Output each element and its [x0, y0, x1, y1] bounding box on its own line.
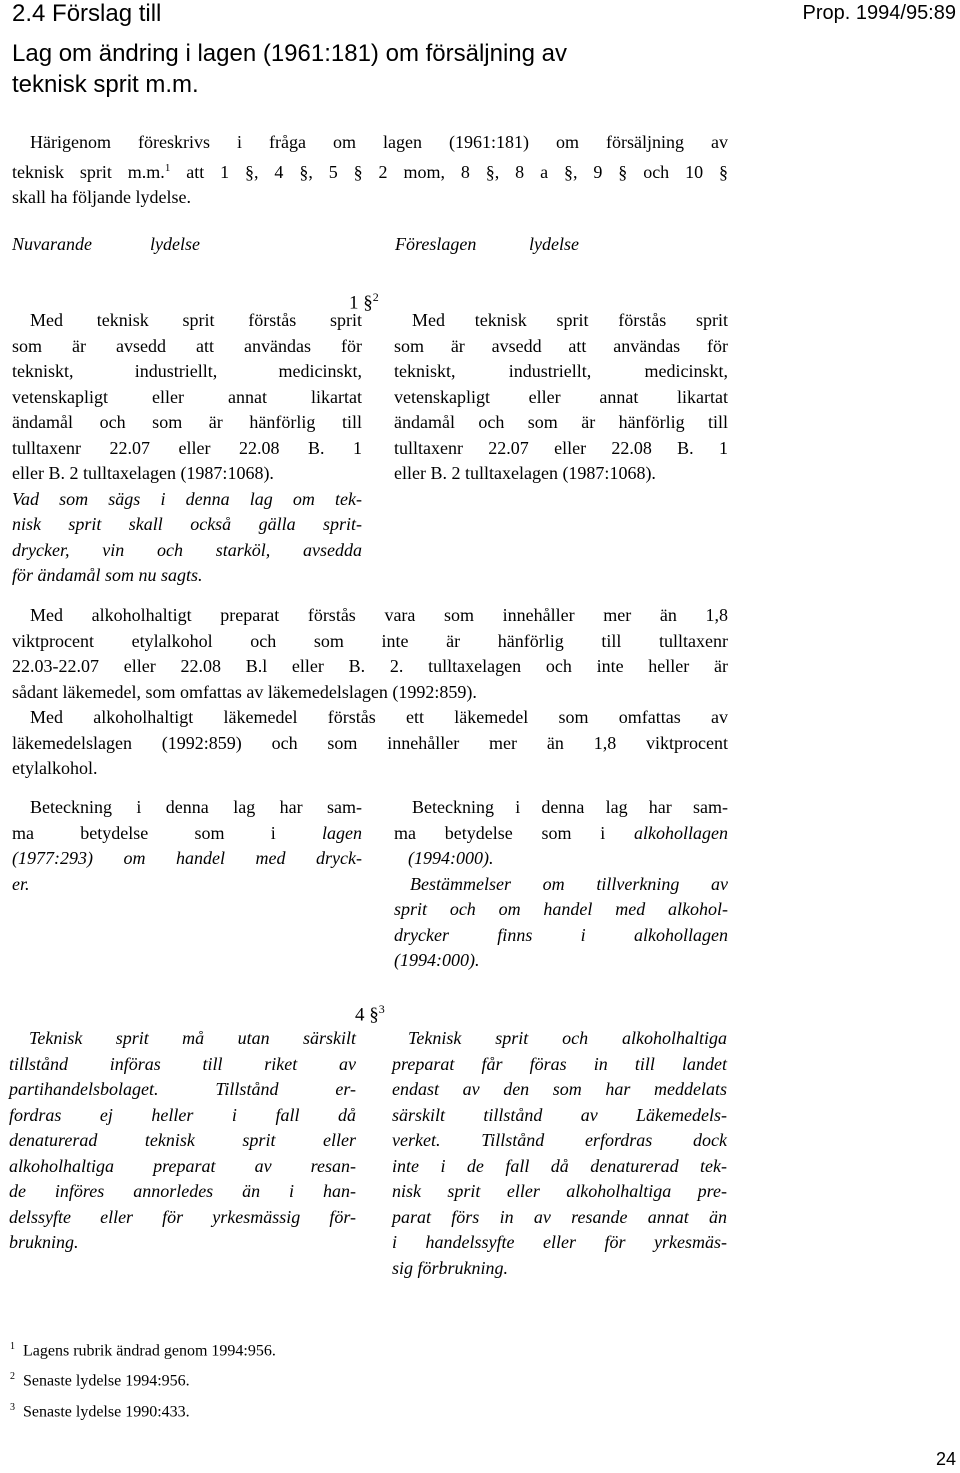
text-line-italic: er.	[12, 873, 30, 894]
text-line-italic: denaturerad teknisk sprit eller	[9, 1130, 356, 1150]
text-line: ma betydelse som i lagen	[12, 822, 362, 843]
text-line: viktprocent etylalkohol och som inte är hänförlig till tulltaxenr	[12, 630, 728, 651]
sec1-current-text	[12, 308, 362, 589]
text-line: läkemedelslagen (1992:859) och som innehåller mer än 1,8 viktprocent	[12, 732, 728, 753]
text-line-italic: preparat får föras in till landet	[392, 1053, 727, 1074]
text-line-italic: drycker finns i alkohollagen	[394, 924, 728, 945]
text-line: vetenskapligt eller annat likartat	[12, 386, 362, 407]
text-line-italic: Teknisk sprit må utan särskilt	[29, 1028, 356, 1048]
text-line-italic: sig förbrukning.	[392, 1257, 509, 1278]
text-line-italic: i handelssyfte eller för yrkesmäs-	[392, 1232, 727, 1252]
section-heading: 2.4 Förslag till	[12, 0, 162, 27]
footnote-ref: 1	[164, 161, 171, 174]
text-line: tulltaxenr 22.07 eller 22.08 B. 1	[12, 437, 362, 458]
text-line: tekniskt, industriellt, medicinskt,	[394, 361, 728, 381]
text-line-italic: Vad som sägs i denna lag om tek-	[12, 488, 362, 509]
text-line: som är avsedd att användas för	[12, 335, 362, 356]
definition-proposed-text	[394, 795, 728, 974]
intro-line-3: skall ha följande lydelse.	[12, 187, 191, 207]
text-line: vetenskapligt eller annat likartat	[394, 386, 728, 407]
text-line-italic: Teknisk sprit och alkoholhaltiga	[408, 1028, 727, 1048]
text-line: Med teknisk sprit förstås sprit	[412, 310, 728, 330]
text-line-italic: nisk sprit eller alkoholhaltiga pre-	[392, 1181, 727, 1201]
footnote-number: 3	[10, 1401, 15, 1413]
footnote-text: Lagens rubrik ändrad genom 1994:956.	[23, 1342, 276, 1360]
definition-current-text	[12, 795, 362, 897]
sec1-proposed-text	[394, 308, 728, 487]
text-line-italic: för ändamål som nu sagts.	[12, 565, 203, 585]
text-line: ändamål och som är hänförlig till	[394, 412, 728, 432]
column-header-current: Nuvarande lydelse	[12, 234, 200, 254]
page-number: 24	[935, 1449, 956, 1469]
intro-text: att 1 §, 4 §, 5 § 2 mom, 8 §, 8 a §, 9 § och 10 §	[186, 161, 728, 182]
section-marker-1: 1 §$^2$	[349, 290, 379, 314]
text-line: Med alkoholhaltigt läkemedel förstås ett läkemedel som omfattas av	[30, 707, 728, 727]
text-line-italic: inte i de fall då denaturerad tek-	[392, 1155, 727, 1176]
law-title-line-1: Lag om ändring i lagen (1961:181) om försäljning av	[12, 40, 568, 67]
text-line: eller B. 2 tulltaxelagen (1987:1068).	[394, 463, 656, 483]
text-line-italic: fordras ej heller i fall då	[9, 1104, 356, 1125]
intro-paragraph	[12, 130, 728, 211]
footnote-ref: 3	[378, 1002, 385, 1016]
footnote-ref: 2	[372, 290, 379, 304]
text-line-italic: (1994:000).	[394, 950, 480, 970]
sec4-current-text	[9, 1026, 356, 1256]
text-line-italic: delssyfte eller för yrkesmässig för-	[9, 1206, 356, 1227]
text-line: 22.03-22.07 eller 22.08 B.l eller B. 2. tulltaxelagen och inte heller är	[12, 656, 728, 676]
common-paragraphs	[12, 603, 728, 782]
footnote	[10, 1364, 276, 1394]
text-line: Beteckning i denna lag har sam-	[412, 797, 728, 817]
text-line: ändamål och som är hänförlig till	[12, 412, 362, 432]
sec4-proposed-text	[392, 1026, 727, 1281]
text-line: tulltaxenr 22.07 eller 22.08 B. 1	[394, 437, 728, 458]
text-line: Beteckning i denna lag har sam-	[30, 797, 362, 817]
text-line-italic: partihandelsbolaget. Tillstånd er-	[9, 1079, 356, 1099]
text-line-italic: (1994:000).	[408, 848, 494, 868]
text-line-italic: drycker, vin och starköl, avsedda	[12, 539, 362, 560]
text-line-italic: endast av den som har meddelats	[392, 1079, 727, 1099]
text-line-italic: alkoholhaltiga preparat av resan-	[9, 1155, 356, 1176]
footnote-number: 2	[10, 1371, 15, 1383]
intro-line-2	[12, 156, 728, 186]
footnotes	[10, 1334, 276, 1425]
text-line-italic: Bestämmelser om tillverkning av	[410, 873, 728, 894]
column-header-proposed: Föreslagen lydelse	[395, 234, 579, 254]
section-marker-4: 4 §$^3$	[355, 1002, 385, 1026]
text-line-italic: de införes annorledes än i han-	[9, 1181, 356, 1201]
text-line: eller B. 2 tulltaxelagen (1987:1068).	[12, 463, 274, 483]
text-line: Med alkoholhaltigt preparat förstås vara som innehåller mer än 1,8	[30, 605, 728, 625]
text-line-italic: nisk sprit skall också gälla sprit-	[12, 514, 362, 534]
footnote	[10, 1334, 276, 1364]
text-line-italic: (1977:293) om handel med dryck-	[12, 848, 362, 868]
footnote-text: Senaste lydelse 1990:433.	[23, 1402, 190, 1420]
intro-text: teknisk sprit m.m.	[12, 161, 165, 182]
intro-line-1: Härigenom föreskrivs i fråga om lagen (1961:181) om försäljning av	[30, 132, 728, 152]
text-line: som är avsedd att användas för	[394, 335, 728, 356]
text-line-italic: sprit och om handel med alkohol-	[394, 899, 728, 919]
text-line-italic: verket. Tillstånd erfordras dock	[392, 1130, 727, 1150]
text-line: tekniskt, industriellt, medicinskt,	[12, 361, 362, 381]
text-line-italic: tillstånd införas till riket av	[9, 1053, 356, 1074]
law-title-line-2: teknisk sprit m.m.	[12, 71, 199, 98]
proposition-reference: Prop. 1994/95:89	[802, 2, 956, 24]
text-line-italic: brukning.	[9, 1232, 79, 1252]
text-line: ma betydelse som i alkohollagen	[394, 822, 728, 843]
text-line: etylalkohol.	[12, 758, 98, 778]
text-line: sådant läkemedel, som omfattas av läkemedelslagen (1992:859).	[12, 681, 477, 702]
text-line-italic: parat förs in av resande annat än	[392, 1206, 727, 1227]
footnote-text: Senaste lydelse 1994:956.	[23, 1372, 190, 1390]
text-line-italic: särskilt tillstånd av Läkemedels-	[392, 1104, 727, 1125]
footnote-number: 1	[10, 1341, 15, 1352]
text-line: Med teknisk sprit förstås sprit	[30, 310, 362, 330]
footnote	[10, 1395, 276, 1425]
